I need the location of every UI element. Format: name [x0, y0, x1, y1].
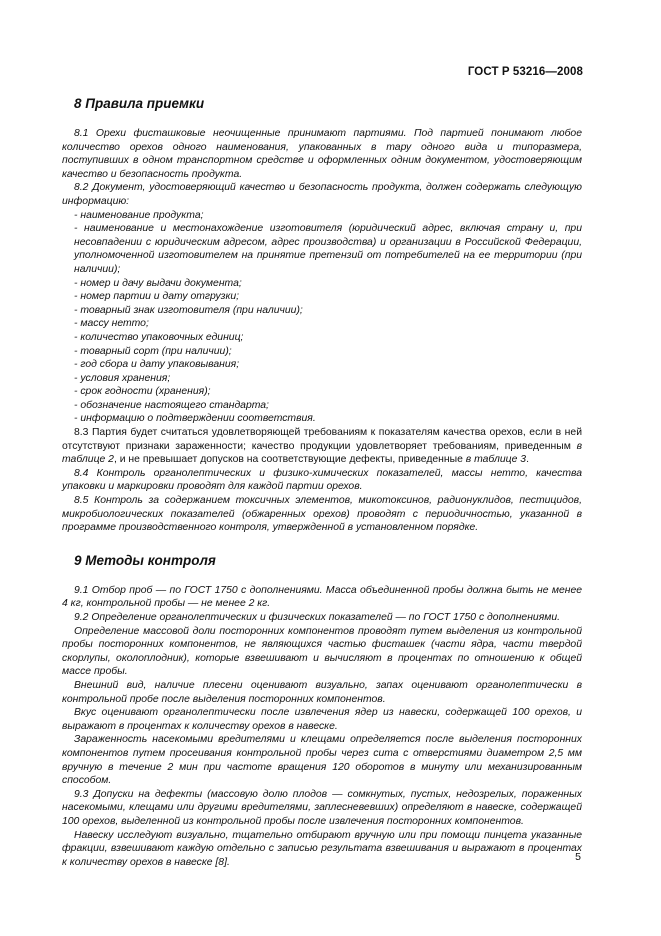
table-2-reference: в таблице 2	[62, 440, 582, 466]
list-item: - информацию о подтверждении соответствия.	[74, 413, 316, 425]
document-body	[62, 90, 582, 869]
list-item: - массу нетто;	[74, 318, 149, 330]
list-item: - условия хранения;	[74, 372, 171, 384]
section-9-title: 9 Методы контроля	[74, 552, 216, 568]
paragraph-9-1: 9.1 Отбор проб — по ГОСТ 1750 с дополнениями. Масса объединенной пробы должна быть не менее 4 кг, контрольной пробы — не менее 2 кг.	[62, 584, 582, 610]
list-item: - наименование и местонахождение изготовителя (юридический адрес, включая страну и, при несовпадении с юридическим адресом, адрес производства) и организации в Российской Федерации, уполномоченной изготовителем на принятие претензий от потребителей на ее территории (при наличии);	[74, 223, 582, 275]
list-item: - номер и дачу выдачи документа;	[74, 277, 242, 289]
paragraph-appearance: Внешний вид, наличие плесени оценивают визуально, запах оценивают органолептически в контрольной пробе после выделения посторонних компонентов.	[62, 679, 582, 705]
paragraph-infestation: Зараженность насекомыми вредителями и клещами определяется после выделения посторонних компонентов путем просеивания контрольной пробы через сита с отверстиями диаметром 2,5 мм вручную в течение 2 мин при частоте вращения 120 оборотов в минуту или механизированным способом.	[62, 734, 582, 787]
paragraph-8-5: 8.5 Контроль за содержанием токсичных элементов, микотоксинов, радионуклидов, пестицидов, микробиологических показателей (обжаренных орехов) проводят с периодичностью, указанной в программе производственного контроля, утвержденной в установленном порядке.	[62, 495, 582, 534]
paragraph-8-1: 8.1 Орехи фисташковые неочищенные принимают партиями. Под партией понимают любое количество орехов одного наименования, упакованных в тару одного вида и типоразмера, поступивших в одном транспортном средстве и оформленных одним документом, удостоверяющим качество и безопасность продукта.	[62, 128, 582, 180]
paragraph-taste: Вкус оценивают органолептически после извлечения ядер из навески, содержащей 100 орехов, и выражают в процентах к количеству орехов в навеске.	[62, 707, 582, 732]
paragraph-8-4: 8.4 Контроль органолептических и физико-химических показателей, массы нетто, качества упаковки и маркировки проводят для каждой партии орехов.	[62, 467, 582, 493]
paragraph-sample-analysis: Навеску исследуют визуально, тщательно отбирают вручную или при помощи пинцета указанные фракции, взвешивают каждую отдельно с записью результата взвешивания и выражают в процентах к количеству орехов в навеске [8].	[62, 829, 582, 868]
list-item: - номер партии и дату отгрузки;	[74, 291, 240, 303]
paragraph-8-3	[62, 426, 582, 467]
table-3-reference: в таблице 3	[465, 454, 527, 466]
list-item: - количество упаковочных единиц;	[74, 331, 244, 343]
list-item: - товарный знак изготовителя (при наличии);	[74, 304, 303, 316]
paragraph-9-3: 9.3 Допуски на дефекты (массовую долю плодов — сомкнутых, пустых, недозрелых, пораженных насекомыми, клещами или другими вредителями, заплесневевших) определяют в навеске, содержащей 100 орехов, выделенной из контрольной пробы после извлечения посторонних компонентов.	[62, 788, 582, 827]
paragraph-8-3-text: 8.3 Партия будет считаться удовлетворяющей требованиям к показателям качества орехов, если в ней отсутствуют признаки зараженности; качество продукции удовлетворяет требованиям, приведенным	[62, 427, 582, 452]
section-8-title: 8 Правила приемки	[74, 96, 205, 111]
list-item: - обозначение настоящего стандарта;	[74, 399, 269, 411]
list-item: - товарный сорт (при наличии);	[74, 345, 232, 357]
paragraph-8-3-text: , и не превышает допусков на соответствующие дефекты, приведенные	[113, 454, 466, 466]
list-item: - наименование продукта;	[74, 209, 204, 221]
list-item: - срок годности (хранения);	[74, 386, 211, 398]
paragraph-8-2: 8.2 Документ, удостоверяющий качество и безопасность продукта, должен содержать следующую информацию:	[62, 182, 582, 207]
list-item: - год сбора и дату упаковывания;	[74, 359, 240, 371]
paragraph-9-2: 9.2 Определение органолептических и физических показателей — по ГОСТ 1750 с дополнениями.	[74, 612, 561, 623]
paragraph-8-3-text: .	[526, 454, 529, 466]
paragraph-foreign-components: Определение массовой доли посторонних компонентов проводят путем выделения из контрольной пробы посторонних компонентов, не являющихся частью фисташек (части ядра, части твердой скорлупы, околоплодник), которые взвешивают и вычисляют в процентах по отношению к общей массе пробы.	[62, 625, 582, 678]
standard-number: ГОСТ Р 53216—2008	[467, 66, 583, 78]
page-number: 5	[575, 851, 581, 863]
